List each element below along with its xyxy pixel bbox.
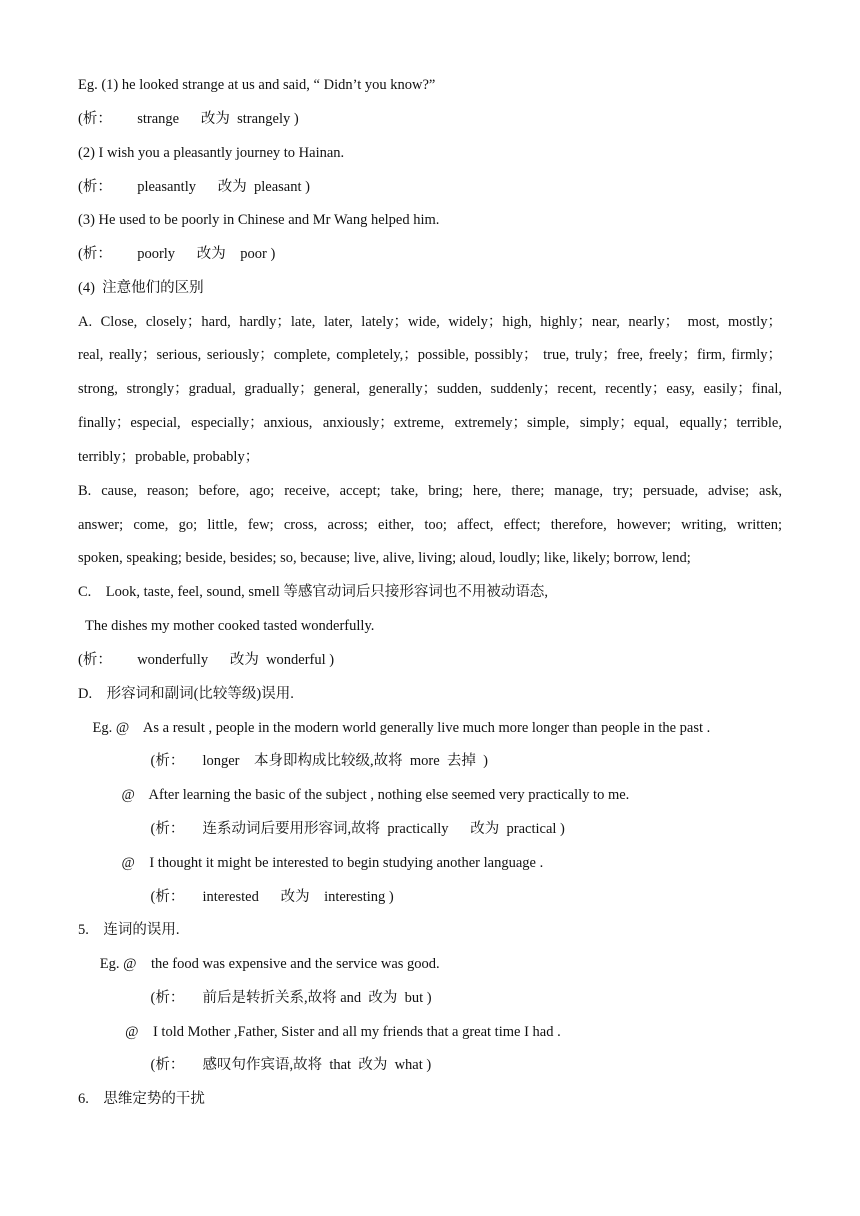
text-line: The dishes my mother cooked tasted wonderfully. (78, 618, 375, 634)
text-line: A. Close, closely；hard, hardly；late, later, lately；wide, widely；high, highly；near, nearly； most, mostly； (78, 314, 782, 330)
text-line: spoken, speaking; beside, besides; so, because; live, alive, living; aloud, loudly; like, likely; borrow, lend; (78, 550, 691, 566)
text-line: (析： poorly 改为 poor ) (78, 246, 276, 262)
text-line: (析： 感叹句作宾语,故将 that 改为 what ) (78, 1057, 432, 1073)
text-line: @ I told Mother ,Father, Sister and all my friends that a great time I had . (78, 1024, 561, 1040)
text-line: (析： pleasantly 改为 pleasant ) (78, 179, 310, 195)
text-line: Eg. @ the food was expensive and the service was good. (78, 956, 440, 972)
text-line: (3) He used to be poorly in Chinese and Mr Wang helped him. (78, 212, 440, 228)
text-line: (析： wonderfully 改为 wonderful ) (78, 652, 335, 668)
text-line: @ I thought it might be interested to begin studying another language . (78, 855, 544, 871)
text-line: @ After learning the basic of the subject , nothing else seemed very practically to me. (78, 787, 630, 803)
text-line: (2) I wish you a pleasantly journey to Hainan. (78, 145, 345, 161)
text-line: real, really；serious, seriously；complete, completely,；possible, possibly； true, truly；free, freely；firm, firmly； (78, 347, 782, 363)
section-heading: 6. 思维定势的干扰 (78, 1091, 205, 1107)
text-line: C. Look, taste, feel, sound, smell 等感官动词后只接形容词也不用被动语态, (78, 584, 549, 600)
text-line: (析： 前后是转折关系,故将 and 改为 but ) (78, 990, 432, 1006)
text-line: (析： strange 改为 strangely ) (78, 111, 299, 127)
text-line: (析： 连系动词后要用形容词,故将 practically 改为 practical ) (78, 821, 565, 837)
text-line: Eg. (1) he looked strange at us and said, “ Didn’t you know?” (78, 77, 436, 93)
text-line: (析： longer 本身即构成比较级,故将 more 去掉 ) (78, 753, 488, 769)
text-line: answer; come, go; little, few; cross, across; either, too; affect, effect; therefore, however; writing, written; (78, 517, 782, 533)
text-line: Eg. @ As a result , people in the modern world generally live much more longer than people in the past . (78, 720, 711, 736)
section-heading: D. 形容词和副词(比较等级)误用. (78, 686, 294, 702)
text-line: finally；especial, especially；anxious, anxiously；extreme, extremely；simple, simply；equal, equally；terrible, (78, 415, 782, 431)
section-heading: (4) 注意他们的区别 (78, 280, 204, 296)
text-line: terribly；probable, probably； (78, 449, 260, 465)
text-line: B. cause, reason; before, ago; receive, accept; take, bring; here, there; manage, try; persuade, advise; ask, (78, 483, 782, 499)
text-line: (析： interested 改为 interesting ) (78, 889, 394, 905)
section-heading: 5. 连词的误用. (78, 922, 180, 938)
text-line: strong, strongly；gradual, gradually；general, generally；sudden, suddenly；recent, recently；easy, easily；final, (78, 381, 782, 397)
